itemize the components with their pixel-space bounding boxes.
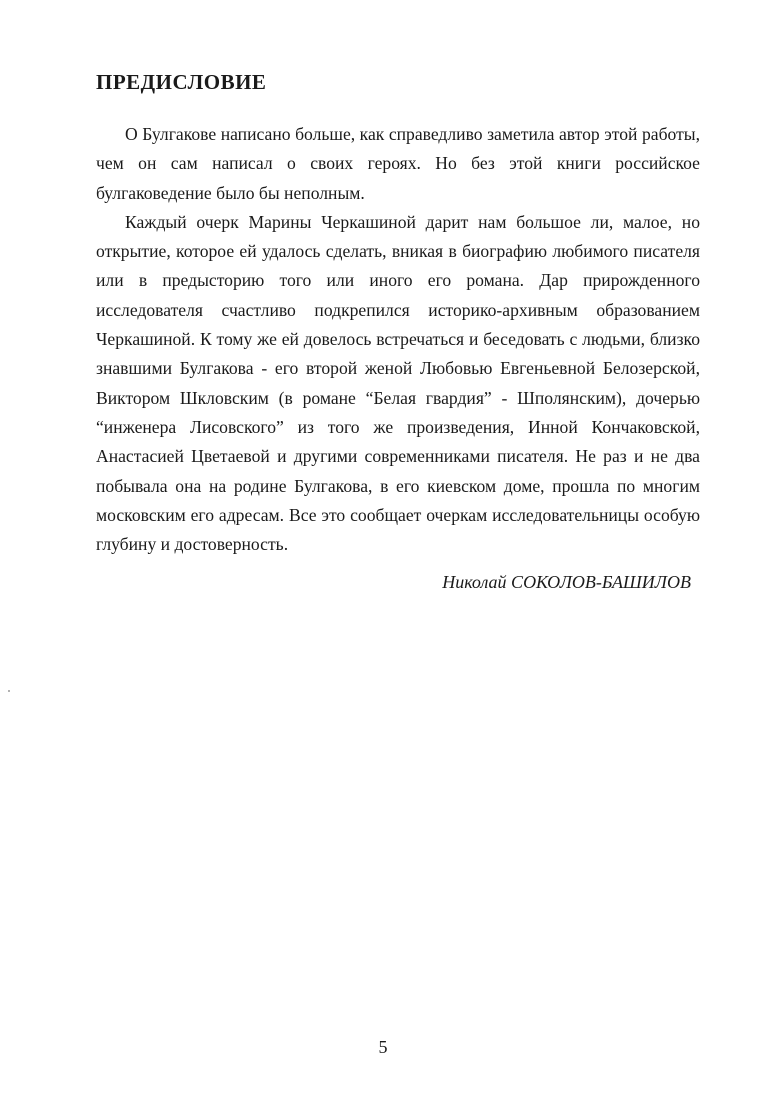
paragraph: О Булгакове написано больше, как справедливо заметила автор этой работы, чем он сам написал о своих героях. Но без этой книги российское булгаковедение было бы неполным.	[96, 124, 700, 203]
author-signature: Николай СОКОЛОВ-БАШИЛОВ	[442, 572, 691, 592]
page-heading: ПРЕДИСЛОВИЕ	[96, 70, 267, 94]
page-number: 5	[378, 1037, 388, 1057]
preface-body	[96, 120, 700, 559]
paragraph: Каждый очерк Марины Черкашиной дарит нам большое ли, малое, но открытие, которое ей удалось сделать, вникая в биографию любимого писателя или в предысторию того или иного его романа. Дар прирожденного исследователя счастливо подкрепился историко-архивным образованием Черкашиной. К тому же ей довелось встречаться и беседовать с людьми, близко знавшими Булгакова - его второй женой Любовью Евгеньевной Белозерской, Виктором Шкловским (в романе “Белая гвардия” - Шполянским), дочерью “инженера Лисовского” из того же произведения, Инной Кончаковской, Анастасией Цветаевой и другими современниками писателя. Не раз и не два побывала она на родине Булгакова, в его киевском доме, прошла по многим московским его адресам. Все это сообщает очеркам исследовательницы особую глубину и достоверность.	[96, 211, 700, 555]
scan-speck	[8, 690, 10, 692]
